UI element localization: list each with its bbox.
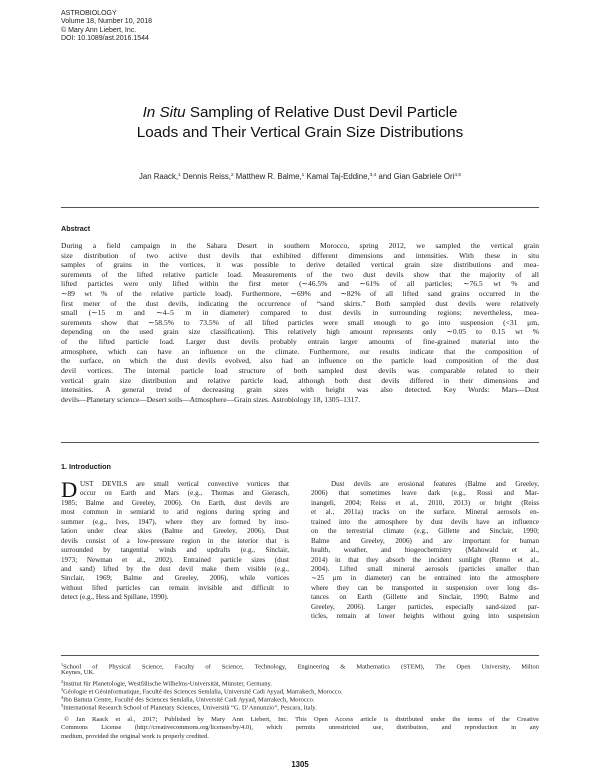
journal-doi[interactable]: DOI: 10.1089/ast.2016.1544 — [61, 35, 149, 43]
body-line: Sinclair, 1969; Balme and Greeley, 2006), while vortices — [61, 574, 289, 583]
journal-volume: Volume 18, Number 10, 2018 — [61, 18, 153, 26]
body-line: occur on Earth and Mars (e.g., Thomas and Gierasch, — [80, 489, 289, 498]
footnote-line — [61, 661, 539, 669]
body-line: most common in semiarid to arid regions during spring and — [61, 508, 289, 517]
body-line: trained into the atmosphere by dust devils have an influence — [311, 517, 539, 526]
license-notice — [61, 716, 539, 741]
footnote-mark: 3 — [61, 686, 64, 692]
footnote-mark: 4 — [61, 695, 64, 701]
abstract-bottom-rule — [61, 442, 539, 443]
author-list — [60, 172, 540, 181]
body-line: inangeli, 2004; Reiss et al., 2010, 2013) or bright (Reiss — [311, 498, 539, 507]
body-line: lation under clear skies (Balme and Greeley, 2006). Dust — [61, 527, 289, 536]
author-affiliation-mark: 3,4 — [369, 173, 377, 178]
title-line-1 — [40, 103, 560, 123]
abstract-line: first meter of the dust devils, indicating the occurrence of “sand skirts.” Both sampled dust devils were relatively — [61, 298, 539, 308]
body-line: 1985; Balme and Greeley, 2006). On Earth, dust devils are — [61, 498, 289, 507]
title-line-2: Loads and Their Vertical Grain Size Distributions — [136, 124, 464, 141]
intro-left-column — [61, 477, 289, 603]
abstract-heading: Abstract — [61, 224, 91, 233]
footnote-mark: 5 — [61, 703, 64, 709]
abstract-line: the surface, on which the dust devils evolved, also had an influence on the particle load composition of the dust — [61, 356, 539, 366]
body-line: health, weather, and biogeochemistry (Mahowald et al., — [311, 546, 539, 555]
body-line: tances on Earth (Gillette and Sinclair, 1990; Balme and — [311, 593, 539, 602]
title-italic: In Situ — [142, 104, 186, 121]
license-line: © Jan Raack et al., 2017; Published by Mary Ann Liebert, Inc. This Open Access article is distributed under the terms of the Creative — [64, 716, 539, 723]
body-line: ∼25 μm in diameter) can be entrained into the atmosphere — [311, 574, 539, 583]
article-title — [40, 103, 560, 143]
affiliation-footnotes — [61, 661, 539, 711]
footnote-text: International Research School of Planetary Sciences, Università “G. D’Annunzio”, Pescara, Italy. — [63, 704, 317, 712]
footnote-text: School of Physical Science, Faculty of Science, Technology, Engineering & Mathematics (STEM), The Open University, Milton — [63, 663, 539, 671]
body-line: and sand) lifted by the dust devil make them visible (e.g., — [61, 564, 289, 573]
journal-masthead — [61, 10, 152, 44]
body-line: 2006) that sometimes leave dark (e.g., Rossi and Mar- — [311, 489, 539, 498]
abstract-line: lifted particles were only lifted within the first meter (∼46.5% and ∼61% of all particles; ∼76.5 wt % and — [61, 279, 539, 289]
body-line: Greeley, 2006). Larger particles, especially sand-sized par- — [311, 602, 539, 611]
author-affiliation-mark: 1 — [301, 173, 305, 178]
abstract-line: vertical grain size distribution and relative particle load, although both dust devils differed in their dimensions and — [61, 375, 539, 385]
body-line: Dust devils are erosional features (Balme and Greeley, — [331, 480, 539, 488]
abstract-line: of the lifted particle load. Larger dust devils probably entrain larger amounts of fine-grained material into the — [61, 337, 539, 347]
body-line: surrounded by tangential winds and updrafts (e.g., Sinclair, — [61, 546, 289, 555]
author[interactable]: Dennis Reiss, — [180, 172, 231, 181]
footnote-line — [61, 678, 539, 686]
body-line: detect (e.g., Hess and Spillane, 1990). — [61, 593, 169, 602]
section-heading-introduction: 1. Introduction — [61, 462, 111, 471]
body-line: ticles, remain at lower heights without going into suspension — [311, 612, 539, 621]
footnote-line — [61, 702, 539, 710]
body-line: Balme and Greeley, 2006) and are important for human — [311, 536, 539, 545]
footnote-mark: 2 — [61, 678, 64, 684]
author-affiliation-mark: 1 — [178, 173, 181, 178]
body-line: without lifted particles can remain invisible and difficult to — [61, 583, 289, 592]
author[interactable]: Jan Raack, — [139, 172, 179, 181]
page-number: 1305 — [291, 760, 309, 769]
body-line: 2014) in that they absorb the incident sunlight (Renno et al., — [311, 555, 539, 564]
abstract-line: atmosphere, which can have an influence on the climate. Furthermore, our results indicate that the composition of — [61, 346, 539, 356]
body-line: on the terrestrial climate (e.g., Gillette and Sinclair, 1990; — [311, 527, 539, 536]
drop-cap: D — [61, 477, 78, 502]
author[interactable]: Matthew R. Balme, — [233, 172, 302, 181]
footnote-text: Institut für Planetologie, Westfälische Wilhelms-Universität, Münster, Germany. — [63, 680, 272, 688]
abstract-line: devil vortices. The internal particle load structure of both sampled dust devils was comparable related to their — [61, 365, 539, 375]
body-line: et al., 2011a) tracks on the surface. Mineral aerosols en- — [311, 508, 539, 517]
abstract-line: surements show that ∼58.5% to 73.5% of all lifted particles were small enough to go into suspension (<31 μm, — [61, 317, 539, 327]
abstract-line: size distribution of two active dust devils that exhibited different dimensions and intensities. With these in situ — [61, 250, 539, 260]
title-line-1-rest: Sampling of Relative Dust Devil Particle — [185, 104, 458, 121]
intro-right-column — [311, 480, 539, 622]
abstract-line: ∼89 wt % of the relative particle load). Furthermore, ∼69% and ∼82% of all lifted sand grains occurred in the — [61, 289, 539, 299]
journal-copyright: © Mary Ann Liebert, Inc. — [61, 26, 137, 34]
abstract-line: intensities. A general trend of decreasing grain sizes with height was also detected. Key Words: Mars—Dust — [61, 385, 539, 395]
abstract-line: depending on the used grain size classification). This relatively high amount represents only ∼0.05 to 0.15 wt % — [61, 327, 539, 337]
body-line: UST DEVILS are small vertical convective vortices that — [80, 480, 289, 488]
abstract-line: During a field campaign in the Sahara Desert in southern Morocco, spring 2012, we sampled the vertical grain — [61, 241, 539, 250]
abstract-line: surements of the lifted relative particle load. Measurements of the two dust devils show that the majority of all — [61, 269, 539, 279]
abstract-line: small (∼15 m and ∼4–5 m in diameter) compared to dust devils in surrounding regions; nevertheless, mea- — [61, 308, 539, 318]
footnote-line — [61, 694, 539, 702]
footnote-text: Ibn Battuta Centre, Faculté des Sciences Semlalia, Université Cadi Ayyad, Marrakech, Morocco. — [63, 696, 315, 704]
footnote-text: Géologie et Géoinformatique, Faculté des Sciences Semlalia, Université Cadi Ayyad, Marrakech, Morocco. — [63, 688, 343, 696]
body-line: 1973; Newman et al., 2002). Entrained particle sizes (dust — [61, 555, 289, 564]
license-line: medium, provided the original work is properly credited. — [61, 732, 209, 740]
footnote-line — [61, 686, 539, 694]
abstract-line: devils—Planetary science—Desert soils—Atmosphere—Grain sizes. Astrobiology 18, 1305–1317. — [61, 394, 361, 404]
journal-name: ASTROBIOLOGY — [61, 10, 117, 17]
abstract-top-rule — [61, 207, 539, 208]
footnote-line: Keynes, UK. — [61, 669, 95, 677]
author-affiliation-mark: 2 — [230, 173, 234, 178]
body-line: summer (e.g., Ives, 1947), where they are formed by inso- — [61, 517, 289, 526]
abstract-line: samples of grains in the vortices, it was possible to derive detailed vertical grain size distributions and mea- — [61, 260, 539, 270]
license-line[interactable]: Commons License (http://creativecommons.org/licenses/by/4.0), which permits unrestricted use, distribution, and reproduction in any — [61, 724, 539, 732]
author[interactable]: Kamal Taj-Eddine, — [304, 172, 370, 181]
footnote-mark: 1 — [61, 662, 64, 667]
author[interactable]: and Gian Gabriele Ori — [376, 172, 455, 181]
abstract-body — [61, 241, 539, 404]
author-affiliation-mark: 4,5 — [454, 173, 461, 178]
body-line: where they can be transported in suspension over long dis- — [311, 583, 539, 592]
footnote-rule — [61, 655, 539, 656]
body-line: 2004). Lifted small mineral aerosols (particles smaller than — [311, 564, 539, 573]
body-line: devils consist of a low-pressure region in the interior that is — [61, 536, 289, 545]
